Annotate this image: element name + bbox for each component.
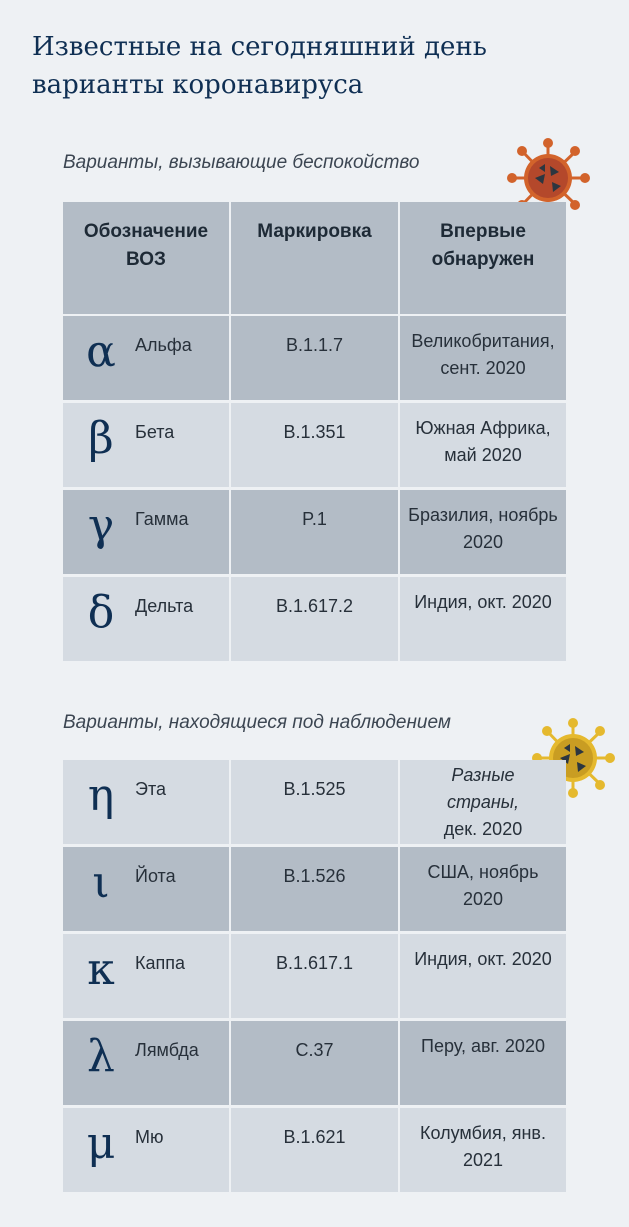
greek-letter: α bbox=[86, 326, 116, 377]
first-detected-cell bbox=[400, 403, 566, 487]
variant-name-cell bbox=[63, 577, 229, 661]
variant-code: B.1.351 bbox=[283, 422, 346, 442]
first-detected-cell bbox=[400, 490, 566, 574]
greek-letter: δ bbox=[87, 587, 115, 638]
concern-table bbox=[63, 202, 566, 318]
greek-letter: μ bbox=[86, 1118, 116, 1169]
variant-name: Альфа bbox=[135, 335, 192, 355]
monitoring-table bbox=[63, 760, 566, 1195]
variant-code: B.1.525 bbox=[283, 779, 346, 799]
variant-code-cell bbox=[231, 847, 398, 931]
variant-name: Эта bbox=[135, 779, 166, 799]
first-detected-cell bbox=[400, 1108, 566, 1192]
variant-name-cell bbox=[63, 760, 229, 844]
variant-name: Йота bbox=[135, 866, 176, 886]
greek-letter: κ bbox=[87, 944, 115, 995]
first-detected-cell bbox=[400, 1021, 566, 1105]
variant-code-cell bbox=[231, 1108, 398, 1192]
first-detected: Бразилия, ноябрь 2020 bbox=[408, 505, 558, 552]
variant-name-cell bbox=[63, 847, 229, 931]
variant-name: Каппа bbox=[135, 953, 186, 973]
first-detected-cell bbox=[400, 847, 566, 931]
variant-code: B.1.1.7 bbox=[285, 335, 344, 355]
variant-name: Дельта bbox=[135, 596, 194, 616]
variant-code-cell bbox=[231, 577, 398, 661]
variant-code-cell bbox=[231, 760, 398, 844]
concern-heading: Варианты, вызывающие беспокойство bbox=[63, 152, 420, 173]
greek-letter: γ bbox=[87, 500, 115, 551]
variant-name: Бета bbox=[135, 422, 175, 442]
first-detected: Южная Африка, май 2020 bbox=[415, 418, 551, 465]
first-detected-cell bbox=[400, 934, 566, 1018]
first-detected-cell bbox=[400, 577, 566, 661]
variant-code-cell bbox=[231, 934, 398, 1018]
first-detected: Разные страны, дек. 2020 bbox=[443, 765, 523, 839]
variant-name: Мю bbox=[135, 1127, 164, 1147]
variant-name: Гамма bbox=[135, 509, 189, 529]
first-detected: Индия, окт. 2020 bbox=[414, 592, 552, 612]
greek-letter: η bbox=[87, 770, 115, 821]
variant-code-cell bbox=[231, 1021, 398, 1105]
variant-code: B.1.526 bbox=[283, 866, 346, 886]
variant-code-cell bbox=[231, 490, 398, 574]
variant-code: B.1.617.2 bbox=[275, 596, 354, 616]
first-detected: Индия, окт. 2020 bbox=[414, 949, 552, 969]
variant-code-cell bbox=[231, 316, 398, 400]
variant-name-cell bbox=[63, 490, 229, 574]
variant-code: C.37 bbox=[295, 1040, 334, 1060]
variant-name: Лямбда bbox=[135, 1040, 199, 1060]
first-detected: США, ноябрь 2020 bbox=[427, 862, 539, 909]
page-title-line-1: Известные на сегодняшний день bbox=[32, 32, 487, 62]
variant-name-cell bbox=[63, 1021, 229, 1105]
variant-name-cell bbox=[63, 934, 229, 1018]
page-title bbox=[32, 28, 592, 104]
variant-name-cell bbox=[63, 1108, 229, 1192]
variant-name-cell bbox=[63, 316, 229, 400]
page-title-line-2: варианты коронавируса bbox=[32, 70, 364, 100]
first-detected: Великобритания, сент. 2020 bbox=[411, 331, 555, 378]
column-header-who: Обозначение ВОЗ bbox=[63, 202, 229, 314]
variant-code-cell bbox=[231, 403, 398, 487]
variant-code: P.1 bbox=[302, 509, 327, 529]
first-detected: Колумбия, янв. 2021 bbox=[420, 1123, 546, 1170]
greek-letter: ι bbox=[92, 857, 110, 908]
column-header-marking: Маркировка bbox=[231, 202, 398, 314]
column-header-first-detected: Впервые обнаружен bbox=[400, 202, 566, 314]
concern-rows bbox=[63, 316, 566, 664]
variant-name-cell bbox=[63, 403, 229, 487]
greek-letter: β bbox=[88, 413, 114, 464]
first-detected-cell bbox=[400, 316, 566, 400]
variant-code: B.1.617.1 bbox=[275, 953, 354, 973]
monitoring-heading: Варианты, находящиеся под наблюдением bbox=[63, 712, 451, 733]
variant-code: B.1.621 bbox=[283, 1127, 346, 1147]
first-detected: Перу, авг. 2020 bbox=[421, 1036, 545, 1056]
first-detected-cell bbox=[400, 760, 566, 844]
greek-letter: λ bbox=[87, 1031, 115, 1082]
